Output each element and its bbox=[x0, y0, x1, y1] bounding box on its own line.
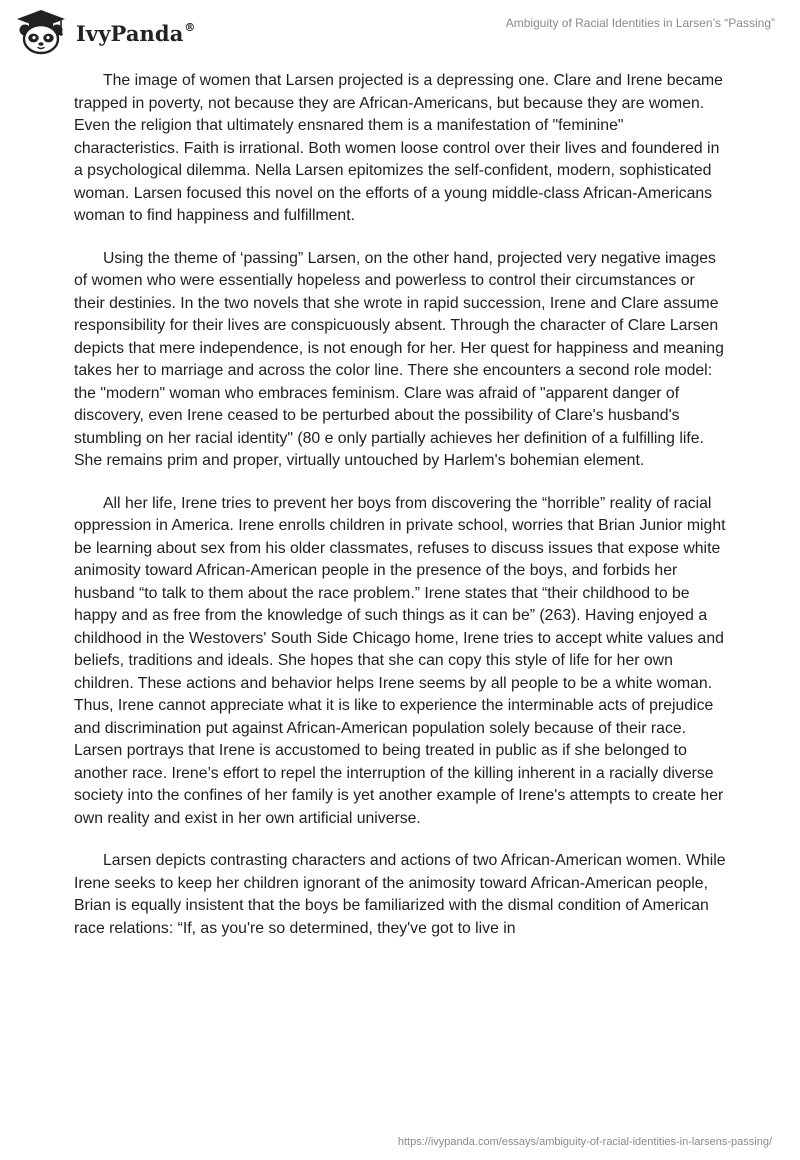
paragraph: Larsen depicts contrasting characters and actions of two African-American women. While Irene seeks to keep her children ignorant of the animosity toward African-American people, Brian is equally insistent that the boys be familiarized with the dismal condition of American race relations: “If, as you're so determined, they've got to live in bbox=[74, 852, 726, 937]
source-url[interactable]: https://ivypanda.com/essays/ambiguity-of-racial-identities-in-larsens-passing/ bbox=[397, 1136, 772, 1148]
page-header bbox=[0, 0, 800, 64]
paragraph: The image of women that Larsen projected is a depressing one. Clare and Irene became trapped in poverty, not because they are African-Americans, but because they are women. Even the religion that ultimately ensnared them is a manifestation of "feminine" characteristics. Faith is irrational. Both women loose control over their lives and foundered in a psychological dilemma. Nella Larsen epitomizes the self-confident, modern, sophisticated woman. Larsen focused this novel on the efforts of a young middle-class African-Americans woman to find happiness and fulfillment. bbox=[74, 72, 723, 224]
paragraph: Using the theme of ‘passing” Larsen, on the other hand, projected very negative images of women who were essentially hopeless and powerless to control their circumstances or their destinies. In the two novels that she wrote in rapid succession, Irene and Clare assume responsibility for their lives are conspicuously absent. Through the character of Clare Larsen depicts that mere independence, is not enough for her. Her quest for happiness and meaning takes her to marriage and across the color line. There she encounters a second role model: the "modern" woman who embraces feminism. Clare was afraid of "apparent danger of discovery, even Irene ceased to be perturbed about the possibility of Clare's husband's stumbling on her racial identity" (80 e only partially achieves her definition of a fulfilling life. She remains prim and proper, virtually untouched by Harlem's bohemian element. bbox=[74, 249, 724, 469]
paragraph: All her life, Irene tries to prevent her boys from discovering the “horrible” reality of racial oppression in America. Irene enrolls children in private school, worries that Brian Junior might be learning about sex from his older classmates, refuses to discuss issues that expose white animosity toward African-American people in the presence of the boys, and forbids her husband “to talk to them about the race problem.” Irene states that “their childhood to be happy and as free from the knowledge of such things as it can be” (263). Having enjoyed a childhood in the Westovers' South Side Chicago home, Irene tries to accept white values and beliefs, traditions and ideals. She hopes that she can copy this style of life for her own children. These actions and behavior helps Irene seems by all people to be a white woman. Thus, Irene cannot appreciate what it is like to experience the interminable acts of prejudice and discrimination put against African-American population solely because of their race. Larsen portrays that Irene is accustomed to being treated in public as if she belonged to another race. Irene’s effort to repel the interruption of the killing inherent in a racially diverse society into the confines of her family is yet another example of Irene's attempts to create her own reality and exist in her own artificial universe. bbox=[74, 494, 726, 827]
panda-graduate-icon bbox=[14, 9, 68, 55]
logo-text: IvyPanda bbox=[76, 20, 184, 46]
essay-body bbox=[74, 70, 726, 960]
document-title: Ambiguity of Racial Identities in Larsen’s “Passing” bbox=[505, 16, 775, 30]
registered-mark: ® bbox=[184, 20, 196, 34]
logo-wordmark bbox=[76, 21, 196, 46]
ivypanda-logo[interactable] bbox=[14, 8, 196, 56]
